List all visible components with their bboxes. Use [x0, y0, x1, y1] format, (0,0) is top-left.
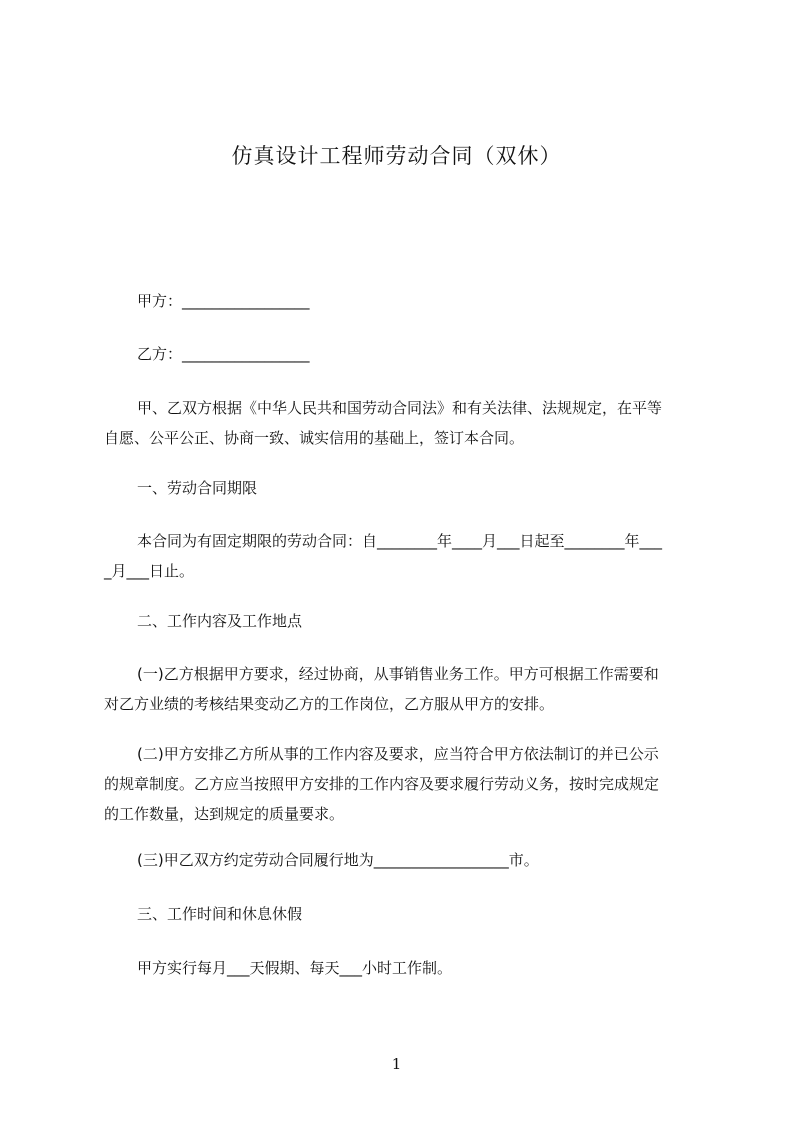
section2-item2-line-2: 的规章制度。乙方应当按照甲方安排的工作内容及要求履行劳动义务，按时完成规定	[104, 775, 660, 793]
section2-heading: 二、工作内容及工作地点	[137, 612, 303, 630]
section3-body: 甲方实行每月___天假期、每天___小时工作制。	[137, 959, 453, 977]
section1-line-1: 本合同为有固定期限的劳动合同：自________年____月___日起至________年___	[137, 532, 663, 550]
section2-item1-line-2: 对乙方业绩的考核结果变动乙方的工作岗位，乙方服从甲方的安排。	[104, 695, 555, 713]
section3-heading: 三、工作时间和休息休假	[137, 905, 303, 923]
section2-item1-line-1: (一)乙方根据甲方要求，经过协商，从事销售业务工作。甲方可根据工作需要和	[137, 665, 659, 683]
section1-line-2: _月___日止。	[104, 562, 195, 580]
party-a-field: 甲方：_________________	[137, 292, 310, 310]
preamble-line-2: 自愿、公平公正、协商一致、诚实信用的基础上，签订本合同。	[104, 429, 525, 447]
section2-item2-line-3: 的工作数量，达到规定的质量要求。	[104, 805, 345, 823]
preamble-line-1: 甲、乙双方根据《中华人民共和国劳动合同法》和有关法律、法规规定，在平等	[137, 399, 663, 417]
page-number: 1	[391, 1055, 402, 1073]
section2-item3: (三)甲乙双方约定劳动合同履行地为__________________市。	[137, 851, 539, 869]
section2-item2-line-1: (二)甲方安排乙方所从事的工作内容及要求，应当符合甲方依法制订的并已公示	[137, 745, 659, 763]
party-b-field: 乙方：_________________	[137, 345, 310, 363]
section1-heading: 一、劳动合同期限	[137, 479, 258, 497]
document-title: 仿真设计工程师劳动合同（双休）	[231, 144, 562, 168]
